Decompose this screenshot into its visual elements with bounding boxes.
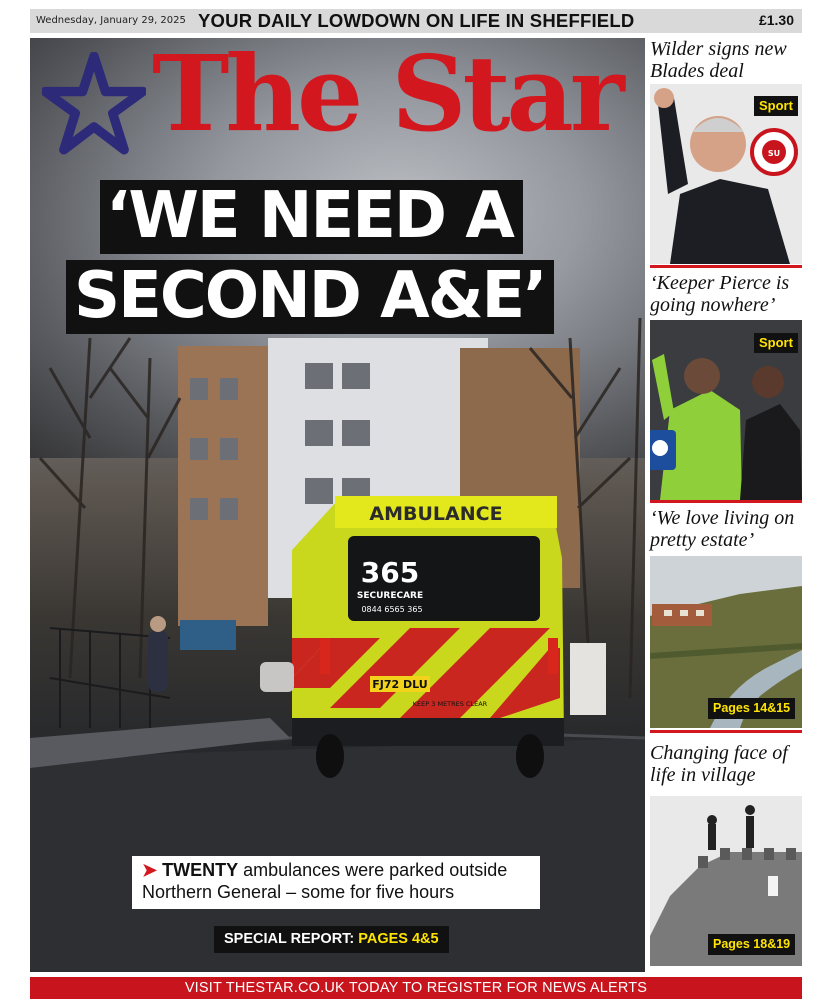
sidebar-divider — [650, 500, 802, 503]
caption-line-2: Northern General – some for five hours — [142, 881, 455, 902]
caption-line-1-rest: ambulances were parked outside — [238, 860, 508, 880]
sport-tag-2: Sport — [754, 333, 798, 353]
lead-caption — [132, 856, 540, 909]
lead-photo — [30, 38, 645, 972]
cover-price: £1.30 — [758, 12, 794, 28]
special-report-pages: PAGES 4&5 — [358, 931, 439, 947]
headline-line-1: ‘WE NEED A — [100, 180, 523, 254]
svg-text:SU: SU — [767, 149, 781, 158]
caption-line-1 — [142, 860, 530, 882]
ambulance-notice: KEEP 3 METRES CLEAR — [412, 700, 488, 708]
masthead-title: The Star — [152, 38, 621, 155]
tagline: YOUR DAILY LOWDOWN ON LIFE IN SHEFFIELD — [198, 10, 635, 31]
ambulance-company: SECURECARE — [356, 591, 424, 601]
parked-car — [260, 662, 294, 692]
number-plate: FJ72 DLU — [372, 678, 428, 691]
caption-bold: TWENTY — [162, 860, 239, 880]
sidebar-title-estate[interactable]: ‘We love living on pretty estate’ — [650, 507, 795, 551]
sidebar-title-village[interactable]: Changing face of life in village — [650, 742, 788, 786]
issue-date: Wednesday, January 29, 2025 — [36, 15, 186, 26]
arrow-icon: ➤ — [142, 860, 163, 880]
special-report-banner[interactable] — [214, 926, 449, 953]
pedestrian — [148, 630, 168, 692]
sidebar-divider — [650, 265, 802, 268]
ambulance — [292, 496, 564, 778]
special-report-label: SPECIAL REPORT: — [224, 931, 359, 947]
ambulance-brand: 365 — [360, 556, 420, 589]
sidebar-title-wilder[interactable]: Wilder signs new Blades deal — [650, 38, 787, 82]
sidebar-divider — [650, 730, 802, 733]
sidebar-title-pierce[interactable]: ‘Keeper Pierce is going nowhere’ — [650, 272, 790, 316]
star-logo-icon — [42, 52, 146, 156]
top-bar — [30, 9, 802, 33]
pages-tag-estate: Pages 14&15 — [708, 698, 795, 719]
sport-tag-1: Sport — [754, 96, 798, 116]
headline-line-2: SECOND A&E’ — [66, 260, 554, 334]
ambulance-label: AMBULANCE — [369, 503, 503, 525]
footer-banner[interactable]: VISIT THESTAR.CO.UK TODAY TO REGISTER FOR NEWS ALERTS — [30, 977, 802, 999]
pages-tag-village: Pages 18&19 — [708, 934, 795, 955]
ambulance-phone: 0844 6565 365 — [361, 605, 423, 614]
